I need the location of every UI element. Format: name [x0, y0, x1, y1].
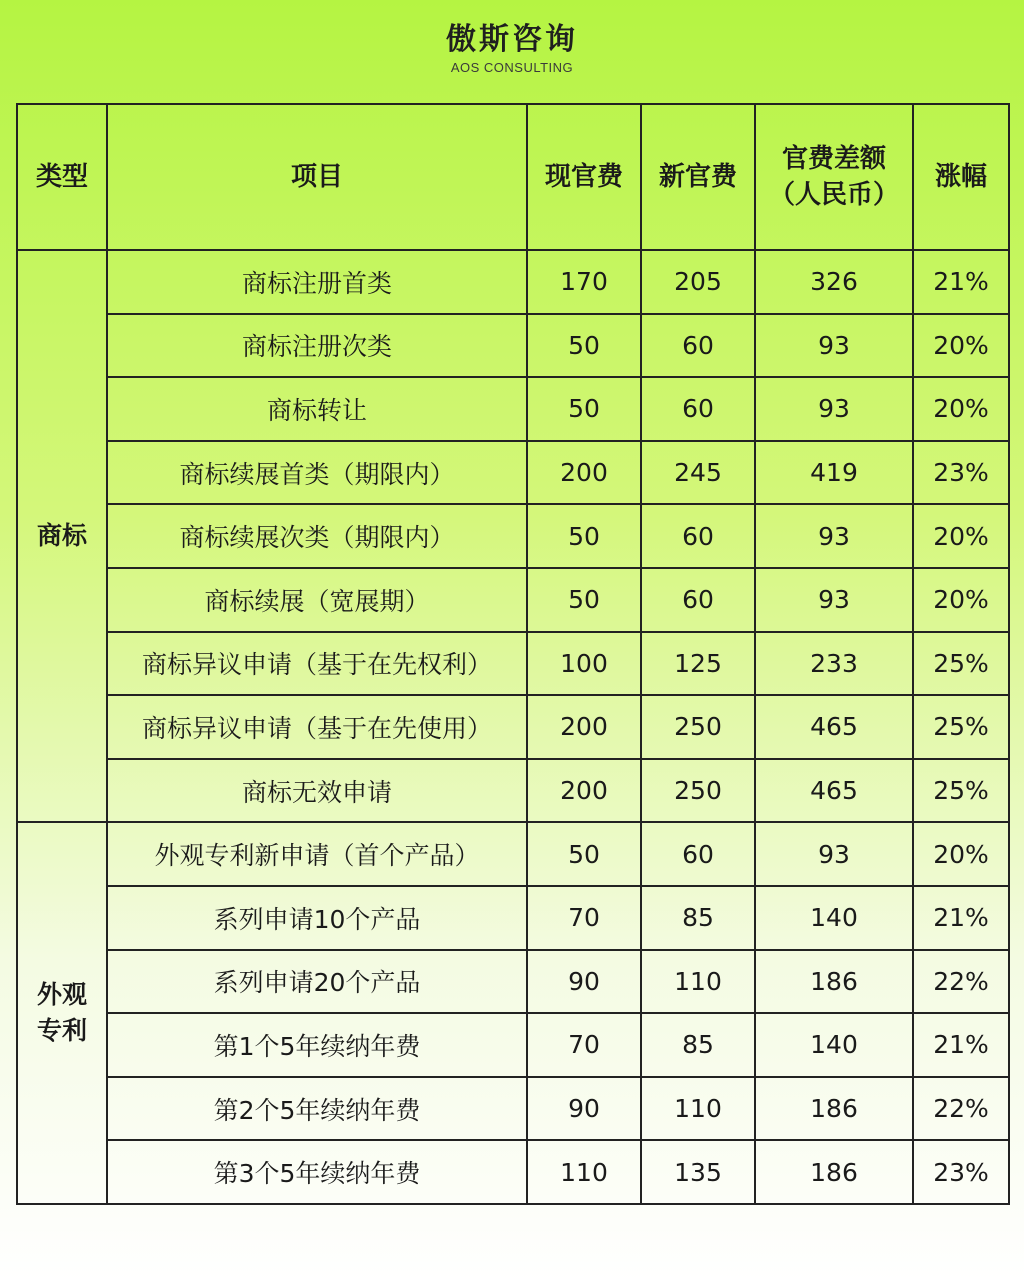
current-fee-cell: 90: [527, 1077, 641, 1141]
current-fee-cell: 200: [527, 441, 641, 505]
new-fee-cell: 250: [641, 695, 755, 759]
current-fee-cell: 110: [527, 1140, 641, 1204]
brand-header: [0, 22, 1024, 75]
table-row: [17, 250, 1009, 314]
header-diff-line2: （人民币）: [768, 180, 899, 210]
current-fee-cell: 50: [527, 314, 641, 378]
increase-cell: 25%: [913, 759, 1009, 823]
current-fee-cell: 50: [527, 822, 641, 886]
increase-cell: 20%: [913, 504, 1009, 568]
diff-cell: 186: [755, 1077, 913, 1141]
category-trademark: 商标: [17, 250, 107, 822]
new-fee-cell: 60: [641, 314, 755, 378]
item-cell: 商标转让: [107, 377, 527, 441]
diff-cell: 465: [755, 759, 913, 823]
increase-cell: 25%: [913, 632, 1009, 696]
category-line1: 外观: [36, 980, 87, 1010]
diff-cell: 93: [755, 377, 913, 441]
table-row: [17, 568, 1009, 632]
increase-cell: 23%: [913, 441, 1009, 505]
diff-cell: 326: [755, 250, 913, 314]
increase-cell: 20%: [913, 822, 1009, 886]
current-fee-cell: 50: [527, 377, 641, 441]
item-cell: 商标续展首类（期限内）: [107, 441, 527, 505]
current-fee-cell: 200: [527, 759, 641, 823]
table-row: [17, 886, 1009, 950]
new-fee-cell: 110: [641, 1077, 755, 1141]
diff-cell: 140: [755, 886, 913, 950]
diff-cell: 233: [755, 632, 913, 696]
diff-cell: 93: [755, 568, 913, 632]
current-fee-cell: 70: [527, 886, 641, 950]
category-line2: 专利: [36, 1016, 87, 1046]
header-new-fee: 新官费: [641, 104, 755, 250]
item-cell: 系列申请20个产品: [107, 950, 527, 1014]
category-design-patent: [17, 822, 107, 1204]
current-fee-cell: 100: [527, 632, 641, 696]
increase-cell: 21%: [913, 1013, 1009, 1077]
current-fee-cell: 90: [527, 950, 641, 1014]
new-fee-cell: 125: [641, 632, 755, 696]
header-current-fee: 现官费: [527, 104, 641, 250]
header-fee-difference: [755, 104, 913, 250]
item-cell: 商标无效申请: [107, 759, 527, 823]
increase-cell: 21%: [913, 886, 1009, 950]
new-fee-cell: 250: [641, 759, 755, 823]
diff-cell: 93: [755, 822, 913, 886]
table-row: [17, 504, 1009, 568]
diff-cell: 186: [755, 1140, 913, 1204]
item-cell: 第1个5年续纳年费: [107, 1013, 527, 1077]
increase-cell: 23%: [913, 1140, 1009, 1204]
new-fee-cell: 85: [641, 1013, 755, 1077]
current-fee-cell: 50: [527, 504, 641, 568]
increase-cell: 22%: [913, 1077, 1009, 1141]
item-cell: 商标异议申请（基于在先权利）: [107, 632, 527, 696]
item-cell: 外观专利新申请（首个产品）: [107, 822, 527, 886]
header-item: 项目: [107, 104, 527, 250]
table-row: [17, 950, 1009, 1014]
header-diff-line1: 官费差额: [781, 144, 886, 174]
new-fee-cell: 60: [641, 568, 755, 632]
current-fee-cell: 200: [527, 695, 641, 759]
diff-cell: 140: [755, 1013, 913, 1077]
new-fee-cell: 205: [641, 250, 755, 314]
new-fee-cell: 60: [641, 377, 755, 441]
increase-cell: 22%: [913, 950, 1009, 1014]
fee-table: [16, 103, 1010, 1205]
increase-cell: 20%: [913, 568, 1009, 632]
increase-cell: 25%: [913, 695, 1009, 759]
diff-cell: 419: [755, 441, 913, 505]
diff-cell: 93: [755, 314, 913, 378]
new-fee-cell: 135: [641, 1140, 755, 1204]
item-cell: 商标续展次类（期限内）: [107, 504, 527, 568]
new-fee-cell: 85: [641, 886, 755, 950]
table-header-row: [17, 104, 1009, 250]
new-fee-cell: 110: [641, 950, 755, 1014]
table-row: [17, 759, 1009, 823]
brand-subtitle: AOS CONSULTING: [450, 60, 574, 75]
table-row: [17, 695, 1009, 759]
header-type: 类型: [17, 104, 107, 250]
diff-cell: 93: [755, 504, 913, 568]
table-row: [17, 822, 1009, 886]
table-row: [17, 377, 1009, 441]
item-cell: 商标注册首类: [107, 250, 527, 314]
diff-cell: 465: [755, 695, 913, 759]
new-fee-cell: 60: [641, 822, 755, 886]
item-cell: 系列申请10个产品: [107, 886, 527, 950]
item-cell: 第2个5年续纳年费: [107, 1077, 527, 1141]
current-fee-cell: 170: [527, 250, 641, 314]
header-increase: 涨幅: [913, 104, 1009, 250]
new-fee-cell: 60: [641, 504, 755, 568]
item-cell: 第3个5年续纳年费: [107, 1140, 527, 1204]
item-cell: 商标续展（宽展期）: [107, 568, 527, 632]
increase-cell: 20%: [913, 314, 1009, 378]
diff-cell: 186: [755, 950, 913, 1014]
increase-cell: 20%: [913, 377, 1009, 441]
table-row: [17, 1077, 1009, 1141]
table-row: [17, 1140, 1009, 1204]
table-row: [17, 314, 1009, 378]
item-cell: 商标注册次类: [107, 314, 527, 378]
new-fee-cell: 245: [641, 441, 755, 505]
table-row: [17, 632, 1009, 696]
current-fee-cell: 50: [527, 568, 641, 632]
table-row: [17, 1013, 1009, 1077]
table-row: [17, 441, 1009, 505]
increase-cell: 21%: [913, 250, 1009, 314]
item-cell: 商标异议申请（基于在先使用）: [107, 695, 527, 759]
current-fee-cell: 70: [527, 1013, 641, 1077]
brand-name: 傲斯咨询: [446, 22, 578, 57]
